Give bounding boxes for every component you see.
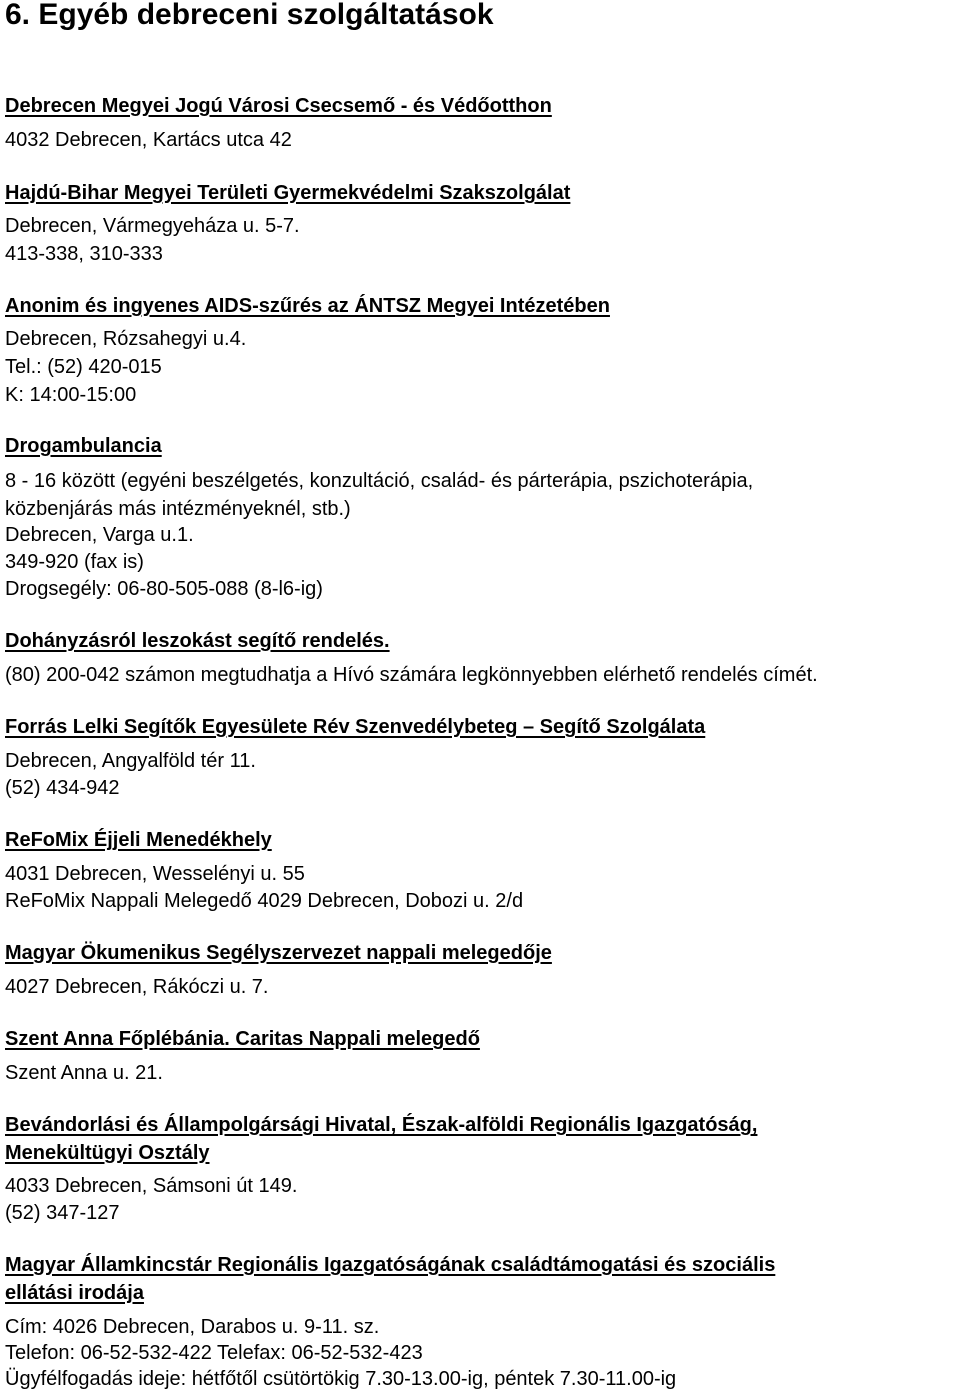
section-line: K: 14:00-15:00	[5, 384, 137, 406]
section-line: (80) 200-042 számon megtudhatja a Hívó számára legkönnyebben elérhető rendelés címét.	[5, 664, 818, 686]
section-line: 4027 Debrecen, Rákóczi u. 7.	[5, 976, 269, 998]
section-heading-csecsemo-otthon: Debrecen Megyei Jogú Városi Csecsemő - és Védőotthon	[5, 95, 552, 117]
section-heading-dohanyzas: Dohányzásról leszokást segítő rendelés.	[5, 630, 390, 652]
section-heading-refomix: ReFoMix Éjjeli Menedékhely	[5, 829, 272, 851]
page-title: 6. Egyéb debreceni szolgáltatások	[5, 0, 494, 31]
section-heading-szent-anna: Szent Anna Főplébánia. Caritas Nappali melegedő	[5, 1028, 480, 1050]
section-line: 8 - 16 között (egyéni beszélgetés, konzultáció, család- és párterápia, pszichoterápia,	[5, 470, 754, 492]
section-line: 349-920 (fax is)	[5, 551, 144, 573]
section-heading-drogambulancia: Drogambulancia	[5, 435, 162, 457]
section-heading-bevandorlasi-hivatal-cont: Menekültügyi Osztály	[5, 1142, 210, 1164]
section-heading-bevandorlasi-hivatal: Bevándorlási és Állampolgársági Hivatal, Észak-alföldi Regionális Igazgatóság,	[5, 1114, 758, 1136]
section-line: Debrecen, Varga u.1.	[5, 524, 194, 546]
section-heading-gyermekvedelmi-szakszolgalat: Hajdú-Bihar Megyei Területi Gyermekvédelmi Szakszolgálat	[5, 182, 571, 204]
section-heading-aids-szures: Anonim és ingyenes AIDS-szűrés az ÁNTSZ Megyei Intézetében	[5, 295, 610, 317]
section-line: közbenjárás más intézményeknél, stb.)	[5, 498, 351, 520]
section-line: 4031 Debrecen, Wesselényi u. 55	[5, 863, 305, 885]
section-line: 4032 Debrecen, Kartács utca 42	[5, 129, 292, 151]
section-line: Debrecen, Vármegyeháza u. 5-7.	[5, 215, 300, 237]
section-line: 413-338, 310-333	[5, 243, 163, 265]
section-line: ReFoMix Nappali Melegedő 4029 Debrecen, Dobozi u. 2/d	[5, 890, 524, 912]
section-heading-allamkincstar: Magyar Államkincstár Regionális Igazgatóságának családtámogatási és szociális	[5, 1254, 776, 1276]
section-line: Debrecen, Angyalföld tér 11.	[5, 750, 256, 772]
section-line: (52) 434-942	[5, 777, 120, 799]
section-line: Drogsegély: 06-80-505-088 (8-l6-ig)	[5, 578, 323, 600]
section-heading-forras-lelki-segitok: Forrás Lelki Segítők Egyesülete Rév Szenvedélybeteg – Segítő Szolgálata	[5, 716, 706, 738]
section-line: (52) 347-127	[5, 1202, 120, 1224]
section-line: Debrecen, Rózsahegyi u.4.	[5, 328, 247, 350]
section-line: Tel.: (52) 420-015	[5, 356, 162, 378]
section-heading-okumenikus: Magyar Ökumenikus Segélyszervezet nappali melegedője	[5, 942, 552, 964]
section-line: Cím: 4026 Debrecen, Darabos u. 9-11. sz.	[5, 1316, 380, 1338]
section-line: Telefon: 06-52-532-422 Telefax: 06-52-532-423	[5, 1342, 423, 1364]
section-heading-allamkincstar-cont: ellátási irodája	[5, 1282, 144, 1304]
section-line: 4033 Debrecen, Sámsoni út 149.	[5, 1175, 298, 1197]
section-line: Ügyfélfogadás ideje: hétfőtől csütörtökig 7.30-13.00-ig, péntek 7.30-11.00-ig	[5, 1368, 677, 1390]
section-line: Szent Anna u. 21.	[5, 1062, 163, 1084]
